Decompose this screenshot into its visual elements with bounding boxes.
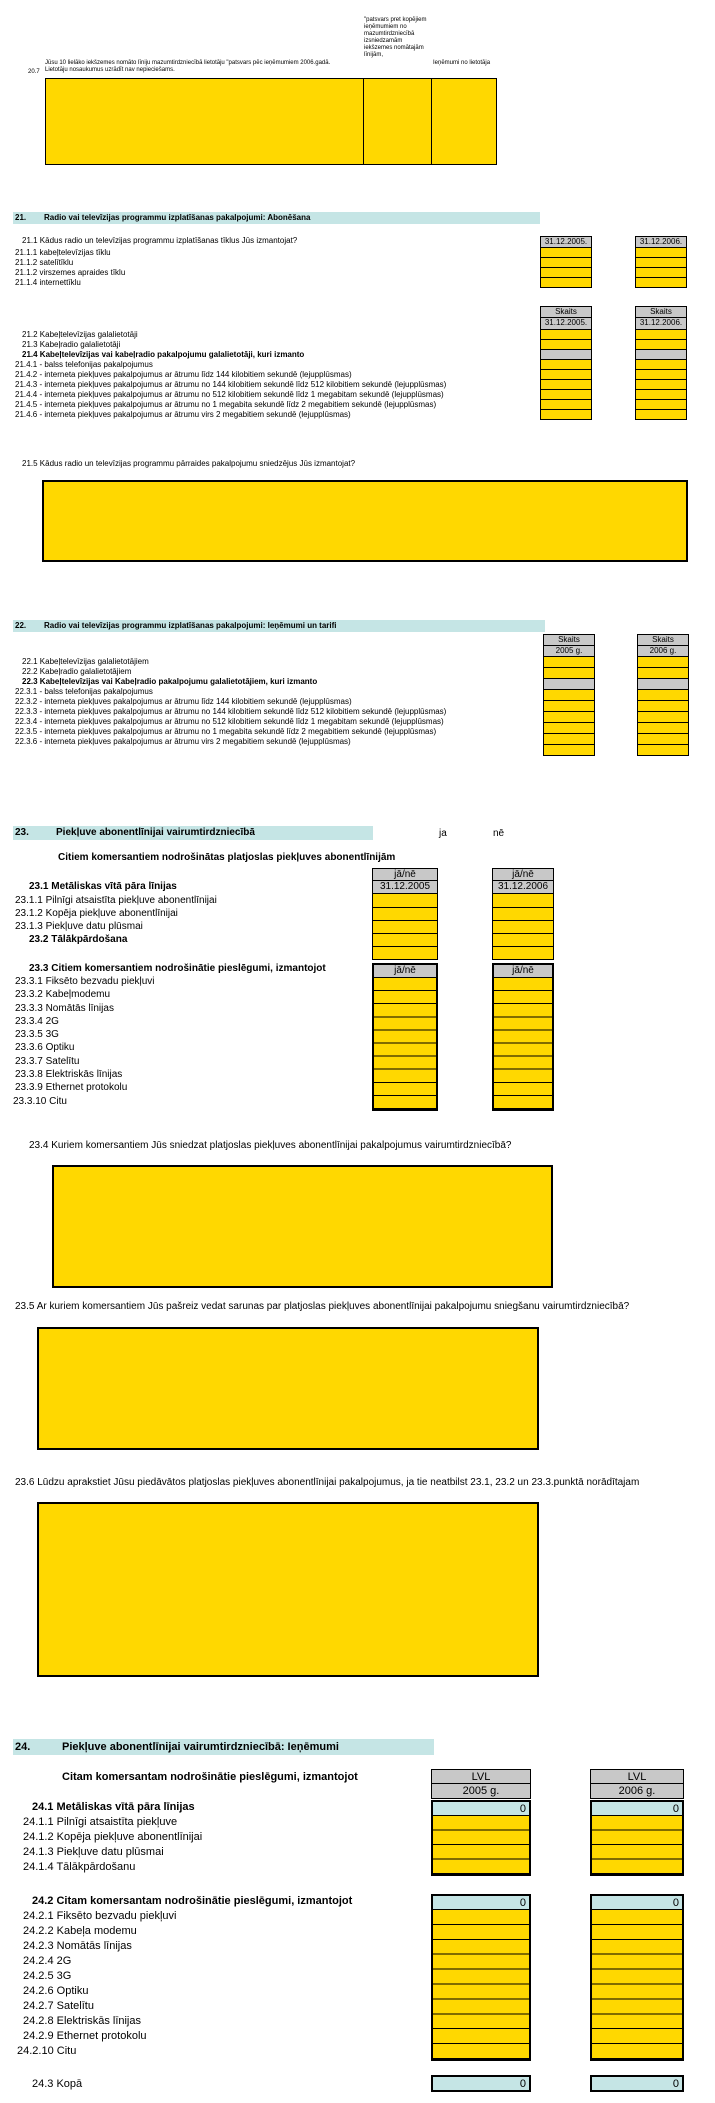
col-24-1-2005 xyxy=(431,1800,531,1876)
list-item: 21.1.4 internettīklu xyxy=(15,278,81,287)
year-header: 2005 g. xyxy=(431,1784,531,1799)
list-item: 21.1.2 virszemes apraides tīklu xyxy=(15,268,126,277)
col-24-2-2005 xyxy=(431,1894,531,2061)
input-cell[interactable] xyxy=(540,268,592,278)
input-cell[interactable] xyxy=(635,370,687,380)
input-cell[interactable] xyxy=(635,400,687,410)
list-item: 21.4.5 - interneta piekļuves pakalpojumus ar ātrumu no 1 megabita sekundē līdz 2 megabitiem sekundē (lejupplūsmas) xyxy=(15,400,437,409)
label-ne: nē xyxy=(493,828,505,839)
col-22-2006 xyxy=(637,634,689,756)
year-header: 2005 g. xyxy=(543,646,595,657)
input-cells[interactable] xyxy=(433,1816,529,1874)
list-item: 23.3.5 3G xyxy=(15,1029,59,1041)
input-cell[interactable] xyxy=(543,690,595,701)
input-cell[interactable] xyxy=(637,690,689,701)
network-list xyxy=(15,248,125,288)
jane-header: jā/nē xyxy=(494,965,552,978)
section-22-header xyxy=(13,620,545,632)
input-cell[interactable] xyxy=(372,947,438,960)
list-item: 21.1.2 satelītīklu xyxy=(15,258,74,267)
currency-header: LVL xyxy=(590,1769,684,1784)
input-cell[interactable] xyxy=(492,934,554,947)
date-header: 31.12.2006. xyxy=(635,236,687,248)
section-number: 21. xyxy=(15,213,27,222)
input-cell[interactable] xyxy=(492,921,554,934)
list-item: 23.3.8 Elektriskās līnijas xyxy=(15,1069,123,1081)
list-item: 24.2.10 Citu xyxy=(17,2045,77,2057)
list-item: 24.1.3 Piekļuve datu plūsmai xyxy=(23,1846,164,1858)
list-item: 23.1.3 Piekļuve datu plūsmai xyxy=(15,921,143,932)
year-header: 2006 g. xyxy=(637,646,689,657)
date-header: 31.12.2005 xyxy=(372,881,438,894)
subtitle-23: Citiem komersantiem nodrošinātas platjoslas piekļuves abonentlīnijām xyxy=(58,852,396,863)
input-cell[interactable] xyxy=(635,278,687,288)
question-23-5: 23.5 Ar kuriem komersantiem Jūs pašreiz vedat sarunas par platjoslas piekļuves abonentlīnijai pakalpojumu sniegšanu vairumtirdzniecībā? xyxy=(15,1301,630,1312)
list-item: 21.4.4 - interneta piekļuves pakalpojumus ar ātrumu no 512 kilobitiem sekundē līdz 1 megabitam sekundē (lejupplūsmas) xyxy=(15,390,444,399)
value-cell: 0 xyxy=(592,1896,682,1910)
list-item: 22.3.5 - interneta piekļuves pakalpojumus ar ātrumu no 1 megabita sekundē līdz 2 megabitiem sekundē (lejupplūsmas) xyxy=(15,727,437,736)
value-cell: 0 xyxy=(433,1896,529,1910)
list-item: 24.1.2 Kopēja piekļuve abonentlīnijai xyxy=(23,1831,203,1843)
input-23-5[interactable] xyxy=(37,1327,539,1450)
section-21-header xyxy=(13,212,540,224)
list-item: 23.3.2 Kabeļmodemu xyxy=(15,989,111,1001)
input-cell[interactable] xyxy=(637,734,689,745)
skaits-header: Skaits xyxy=(540,306,592,318)
value-cell: 0 xyxy=(433,1802,529,1816)
input-cell[interactable] xyxy=(540,258,592,268)
question-23-6: 23.6 Lūdzu aprakstiet Jūsu piedāvātos platjoslas piekļuves abonentlīnijai pakalpojumus, ja tie neatbilst 23.1, 23.2 un 23.3.punktā norādītajam xyxy=(15,1477,640,1488)
section-number: 24. xyxy=(15,1741,31,1753)
list-item: 23.1.1 Pilnīgi atsaistīta piekļuve abonentlīnijai xyxy=(15,895,217,906)
list-item: 23.3.4 2G xyxy=(15,1015,59,1027)
list-item: 22.3.1 - balss telefonijas pakalpojumus xyxy=(15,687,153,696)
list-item: 21.4.6 - interneta piekļuves pakalpojumus ar ātrumu virs 2 megabitiem sekundē (lejupplūsmas) xyxy=(15,410,351,419)
section-title: Radio vai televīzijas programmu izplatīšanas pakalpojumi: Ieņēmumi un tarifi xyxy=(44,621,337,630)
input-cell[interactable] xyxy=(635,410,687,420)
total-label: 24.3 Kopā xyxy=(32,2078,83,2090)
date-header: 31.12.2006. xyxy=(635,318,687,330)
grey-cell xyxy=(540,350,592,360)
input-cell[interactable] xyxy=(637,712,689,723)
list-item: 21.4 Kabeļtelevīzijas vai kabeļradio pakalpojumu galalietotāji, kuri izmanto xyxy=(22,350,305,359)
col-24-2-2006 xyxy=(590,1894,684,2061)
list-item: 22.2 Kabeļradio galalietotājiem xyxy=(22,667,132,676)
date-header: 31.12.2005. xyxy=(540,236,592,248)
col-23-a-2005 xyxy=(372,868,438,960)
list-item: 22.3.6 - interneta piekļuves pakalpojumus ar ātrumu virs 2 megabitiem sekundē (lejupplūsmas) xyxy=(15,737,351,746)
question-21-1: 21.1 Kādus radio un televīzijas programmu izplatīšanas tīklus Jūs izmantojat? xyxy=(22,236,298,245)
col-23-a-2006 xyxy=(492,868,554,960)
list-item: 24.2 Citam komersantam nodrošinātie pieslēgumi, izmantojot xyxy=(32,1895,353,1907)
list-item: 22.3.2 - interneta piekļuves pakalpojumus ar ātrumu līdz 144 kilobitiem sekundē (lejupplūsmas) xyxy=(15,697,352,706)
list-item: 22.3.3 - interneta piekļuves pakalpojumus ar ātrumu no 144 kilobitiem sekundē līdz 512 kilobitiem sekundē (lejupplūsmas) xyxy=(15,707,447,716)
col-21-1-2006 xyxy=(635,236,687,288)
list-item: 24.1.4 Tālākpārdošanu xyxy=(23,1861,136,1873)
input-cell[interactable] xyxy=(540,380,592,390)
grey-cell xyxy=(635,350,687,360)
currency-header: LVL xyxy=(431,1769,531,1784)
list-item: 21.4.2 - interneta piekļuves pakalpojumus ar ātrumu līdz 144 kilobitiem sekundē (lejupplūsmas) xyxy=(15,370,352,379)
input-cell[interactable] xyxy=(543,745,595,756)
input-20-7-names[interactable] xyxy=(45,78,364,165)
input-cell[interactable] xyxy=(635,248,687,258)
input-cell[interactable] xyxy=(372,934,438,947)
section-24-header xyxy=(13,1739,434,1755)
items-22 xyxy=(15,657,535,747)
list-item: 24.1 Metāliskas vītā pāra līnijas xyxy=(32,1801,195,1813)
input-23-6[interactable] xyxy=(37,1502,539,1677)
input-cell[interactable] xyxy=(540,390,592,400)
list-item: 24.2.5 3G xyxy=(23,1970,72,1982)
input-cell[interactable] xyxy=(540,330,592,340)
jane-header: jā/nē xyxy=(374,965,436,978)
label-ja: ja xyxy=(439,828,447,839)
value-cell: 0 xyxy=(592,1802,682,1816)
list-item: 23.3.9 Ethernet protokolu xyxy=(15,1082,128,1094)
input-cells[interactable] xyxy=(374,978,436,1109)
input-cell[interactable] xyxy=(372,894,438,908)
section-title: Radio vai televīzijas programmu izplatīšanas pakalpojumi: Abonēšana xyxy=(44,213,311,222)
input-cell[interactable] xyxy=(635,258,687,268)
list-item: 24.2.9 Ethernet protokolu xyxy=(23,2030,147,2042)
skaits-header: Skaits xyxy=(635,306,687,318)
section-number: 23. xyxy=(15,827,29,838)
items-23-b xyxy=(15,976,375,1109)
row-label-20-7: 20.7 xyxy=(28,69,40,75)
list-item: 21.2 Kabeļtelevīzijas galalietotāji xyxy=(22,330,138,339)
list-item: 21.4.3 - interneta piekļuves pakalpojumus ar ātrumu no 144 kilobitiem sekundē līdz 512 kilobitiem sekundē (lejupplūsmas) xyxy=(15,380,447,389)
input-cell[interactable] xyxy=(543,668,595,679)
question-21-5: 21.5 Kādus radio un televīzijas programmu pārraides pakalpojumu sniedzējus Jūs izmantojat? xyxy=(22,459,356,468)
input-cells[interactable] xyxy=(494,978,552,1109)
list-item: 21.4.1 - balss telefonijas pakalpojumus xyxy=(15,360,153,369)
date-header: 31.12.2005. xyxy=(540,318,592,330)
col-22-2005 xyxy=(543,634,595,756)
input-cell[interactable] xyxy=(543,723,595,734)
items-23-a xyxy=(15,881,375,947)
input-20-7-revenue[interactable] xyxy=(431,78,497,165)
input-cell[interactable] xyxy=(540,248,592,258)
total-2006: 0 xyxy=(590,2075,684,2092)
section-title: Piekļuve abonentlīnijai vairumtirdzniecībā: Ieņēmumi xyxy=(62,1741,339,1753)
col-23-b-2005 xyxy=(372,963,438,1111)
list-item: 23.1 Metāliskas vītā pāra līnijas xyxy=(29,881,177,892)
col-23-b-2006 xyxy=(492,963,554,1111)
input-cell[interactable] xyxy=(635,340,687,350)
list-item: 22.3.4 - interneta piekļuves pakalpojumus ar ātrumu no 512 kilobitiem sekundē līdz 1 megabitam sekundē (lejupplūsmas) xyxy=(15,717,444,726)
input-cell[interactable] xyxy=(543,734,595,745)
section-number: 22. xyxy=(15,621,27,630)
total-2005: 0 xyxy=(431,2075,531,2092)
input-cell[interactable] xyxy=(637,657,689,668)
list-item: 24.2.8 Elektriskās līnijas xyxy=(23,2015,141,2027)
input-cell[interactable] xyxy=(540,400,592,410)
input-cell[interactable] xyxy=(540,278,592,288)
col-21-2006 xyxy=(635,306,687,420)
list-item: 22.3 Kabeļtelevīzijas vai Kabeļradio pakalpojumu galalietotājiem, kuri izmanto xyxy=(22,677,318,686)
list-item: 23.3.3 Nomātās līnijas xyxy=(15,1002,114,1014)
input-cell[interactable] xyxy=(540,360,592,370)
skaits-header: Skaits xyxy=(637,634,689,646)
list-item: 23.3.7 Satelītu xyxy=(15,1055,80,1067)
input-cell[interactable] xyxy=(543,712,595,723)
input-cell[interactable] xyxy=(635,330,687,340)
input-cell[interactable] xyxy=(635,360,687,370)
date-header: 31.12.2006 xyxy=(492,881,554,894)
col-24-2005-head xyxy=(431,1769,531,1799)
jane-header: jā/nē xyxy=(492,868,554,881)
items-24-2 xyxy=(15,1894,415,2059)
input-23-4[interactable] xyxy=(52,1165,553,1288)
group-23-3-title: 23.3 Citiem komersantiem nodrošinātie pieslēgumi, izmantojot xyxy=(29,963,326,974)
items-24-1 xyxy=(15,1800,415,1875)
input-cells[interactable] xyxy=(433,1910,529,2059)
list-item: 24.2.6 Optiku xyxy=(23,1985,89,1997)
items-21 xyxy=(15,330,535,420)
question-20-7: Jūsu 10 lielāko iekšzemes nomāto līniju mazumtirdzniecībā lietotāju "patsvars pēc ieņēmumiem 2006.gadā. Lietotāju nosaukumus uzrādīt nav nepieciešams. xyxy=(45,60,331,73)
list-item: 23.2 Tālākpārdošana xyxy=(29,934,128,945)
input-cell[interactable] xyxy=(492,947,554,960)
skaits-header: Skaits xyxy=(543,634,595,646)
list-item: 24.2.2 Kabeļa modemu xyxy=(23,1925,137,1937)
list-item: 23.3.1 Fiksēto bezvadu piekļuvi xyxy=(15,976,155,987)
list-item: 22.1 Kabeļtelevīzijas galalietotājiem xyxy=(22,657,149,666)
list-item: 23.1.2 Kopēja piekļuve abonentlīnijai xyxy=(15,908,178,919)
grey-cell xyxy=(543,679,595,690)
section-23-header xyxy=(13,826,373,840)
input-cell[interactable] xyxy=(543,657,595,668)
input-cell[interactable] xyxy=(637,668,689,679)
input-cell[interactable] xyxy=(635,390,687,400)
list-item: 21.3 Kabeļradio galalietotāji xyxy=(22,340,121,349)
col-21-1-2005 xyxy=(540,236,592,288)
input-cell[interactable] xyxy=(635,268,687,278)
input-21-5[interactable] xyxy=(42,480,688,562)
input-cell[interactable] xyxy=(372,921,438,934)
list-item: 24.2.7 Satelītu xyxy=(23,2000,94,2012)
subtitle-24: Citam komersantam nodrošinātie pieslēgumi, izmantojot xyxy=(62,1771,358,1783)
year-header: 2006 g. xyxy=(590,1784,684,1799)
col-24-1-2006 xyxy=(590,1800,684,1876)
input-cell[interactable] xyxy=(540,410,592,420)
input-cell[interactable] xyxy=(492,908,554,921)
input-cell[interactable] xyxy=(637,723,689,734)
table-20-7 xyxy=(45,78,497,165)
jane-header: jā/nē xyxy=(372,868,438,881)
list-item: 24.2.1 Fiksēto bezvadu piekļuvi xyxy=(23,1910,177,1922)
input-20-7-share[interactable] xyxy=(363,78,432,165)
input-cell[interactable] xyxy=(635,380,687,390)
col-21-2005 xyxy=(540,306,592,420)
question-23-4: 23.4 Kuriem komersantiem Jūs sniedzat platjoslas piekļuves abonentlīnijai pakalpojumus vairumtirdzniecībā? xyxy=(29,1140,512,1151)
input-cell[interactable] xyxy=(637,745,689,756)
section-title: Piekļuve abonentlīnijai vairumtirdzniecībā xyxy=(56,827,255,838)
list-item: 24.1.1 Pilnīgi atsaistīta piekļuve xyxy=(23,1816,178,1828)
input-cell[interactable] xyxy=(543,701,595,712)
input-cell[interactable] xyxy=(540,370,592,380)
list-item: 23.3.6 Optiku xyxy=(15,1042,75,1054)
input-cells[interactable] xyxy=(592,1910,682,2059)
input-cell[interactable] xyxy=(492,894,554,908)
col-24-2006-head xyxy=(590,1769,684,1799)
list-item: 24.2.4 2G xyxy=(23,1955,72,1967)
input-cells[interactable] xyxy=(592,1816,682,1874)
list-item: 23.3.10 Citu xyxy=(13,1095,67,1107)
col-header-revenue: Ieņēmumi no lietotāja xyxy=(433,60,491,66)
input-cell[interactable] xyxy=(540,340,592,350)
grey-cell xyxy=(637,679,689,690)
list-item: 21.1.1 kabeļtelevīzijas tīklu xyxy=(15,248,111,257)
list-item: 24.2.3 Nomātās līnijas xyxy=(23,1940,132,1952)
input-cell[interactable] xyxy=(372,908,438,921)
col-header-share: "patsvars pret kopējiem ieņēmumiem no mazumtirdzniecībā izsniedzamām iekšzemes nomātajām līnijām, xyxy=(364,17,427,58)
input-cell[interactable] xyxy=(637,701,689,712)
